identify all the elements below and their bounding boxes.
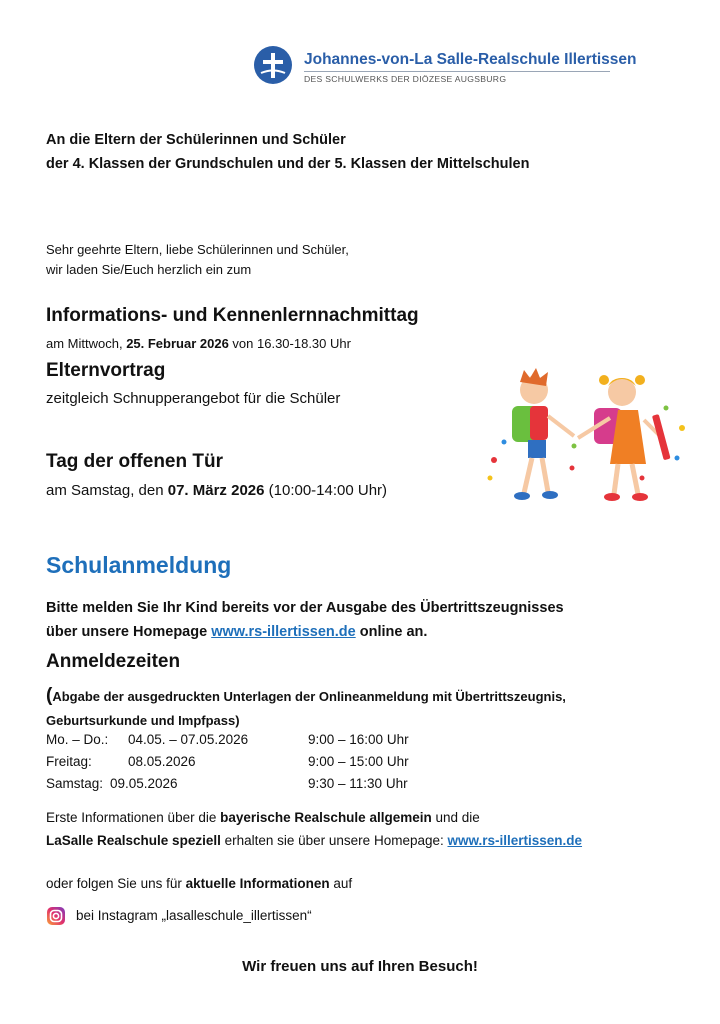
- instagram-icon: [46, 906, 66, 926]
- note-line-1-text: Abgabe der ausgedruckten Unterlagen der Onlineanmeldung mit Übertrittszeugnis,: [52, 689, 566, 704]
- instagram-handle: bei Instagram „lasalleschule_illertissen“: [76, 908, 312, 923]
- follow-bold: aktuelle Informationen: [185, 876, 330, 891]
- registration-text-line-2: [46, 620, 427, 644]
- date-prefix: am Mittwoch,: [46, 336, 127, 351]
- schedule-date: 08.05.2026: [128, 754, 196, 769]
- info-bold: LaSalle Realschule speziell: [46, 833, 221, 848]
- date-bold: 25. Februar 2026: [126, 336, 229, 351]
- follow-prefix: oder folgen Sie uns für: [46, 876, 186, 891]
- info-block: [46, 806, 582, 852]
- follow-text: [46, 876, 352, 891]
- info-suffix: und die: [431, 810, 480, 825]
- registration-note-line-2: Geburtsurkunde und Impfpass): [46, 713, 240, 728]
- greeting-line-2: wir laden Sie/Euch herzlich ein zum: [46, 262, 252, 277]
- schedule-time: 9:00 – 15:00 Uhr: [308, 754, 409, 769]
- cross-icon: [254, 46, 292, 84]
- children-illustration: [482, 368, 692, 518]
- address-line-1: An die Eltern der Schülerinnen und Schüler: [46, 132, 346, 148]
- address-line-2: der 4. Klassen der Grundschulen und der 5. Klassen der Mittelschulen: [46, 156, 530, 172]
- info-bold: bayerische Realschule allgemein: [220, 810, 432, 825]
- schedule-day: Mo. – Do.:: [46, 732, 109, 747]
- schedule-day: Freitag:: [46, 754, 92, 769]
- event-title-info-afternoon: Informations- und Kennenlernnachmittag: [46, 305, 419, 326]
- text-suffix: online an.: [355, 624, 428, 640]
- registration-heading: Schulanmeldung: [46, 552, 232, 578]
- homepage-link-2[interactable]: www.rs-illertissen.de: [447, 833, 583, 848]
- registration-times-heading: Anmeldezeiten: [46, 651, 181, 672]
- schedule-day: Samstag:: [46, 776, 104, 791]
- homepage-link[interactable]: www.rs-illertissen.de: [211, 624, 356, 640]
- registration-note: [46, 684, 566, 733]
- info-middle: erhalten sie über unsere Homepage:: [220, 833, 448, 848]
- date-bold: 07. März 2026: [167, 482, 265, 499]
- text-prefix: über unsere Homepage: [46, 624, 212, 640]
- school-subtitle: DES SCHULWERKS DER DIÖZESE AUGSBURG: [304, 74, 507, 84]
- event-title-parent-talk: Elternvortrag: [46, 360, 166, 381]
- follow-suffix: auf: [329, 876, 353, 891]
- event-title-open-day: Tag der offenen Tür: [46, 451, 223, 472]
- schedule-date: 09.05.2026: [110, 776, 178, 791]
- schedule-time: 9:00 – 16:00 Uhr: [308, 732, 409, 747]
- greeting: [46, 240, 349, 280]
- event-date-open-day: [46, 482, 387, 499]
- registration-note-line-1: [46, 684, 566, 709]
- closing-text: Wir freuen uns auf Ihren Besuch!: [242, 958, 478, 975]
- info-line-1: [46, 806, 582, 829]
- info-line-2: [46, 829, 582, 852]
- schedule-time: 9:30 – 11:30 Uhr: [308, 776, 408, 791]
- date-suffix: von 16.30-18.30 Uhr: [228, 336, 351, 351]
- event-detail-parent-talk: zeitgleich Schnupperangebot für die Schüler: [46, 390, 341, 407]
- header-divider: [304, 71, 610, 72]
- schedule-date: 04.05. – 07.05.2026: [128, 732, 249, 747]
- school-name: Johannes-von-La Salle-Realschule Illertissen: [304, 51, 637, 68]
- registration-text-line-1: Bitte melden Sie Ihr Kind bereits vor der Ausgabe des Übertrittszeugnisses: [46, 600, 564, 616]
- date-prefix: am Samstag, den: [46, 482, 168, 499]
- address-block: [46, 128, 529, 176]
- greeting-line-1: Sehr geehrte Eltern, liebe Schülerinnen und Schüler,: [46, 242, 349, 257]
- date-suffix: (10:00-14:00 Uhr): [264, 482, 388, 499]
- school-logo: [254, 46, 292, 84]
- event-date-info-afternoon: [46, 336, 351, 351]
- info-prefix: Erste Informationen über die: [46, 810, 221, 825]
- note-paren: (: [46, 685, 53, 706]
